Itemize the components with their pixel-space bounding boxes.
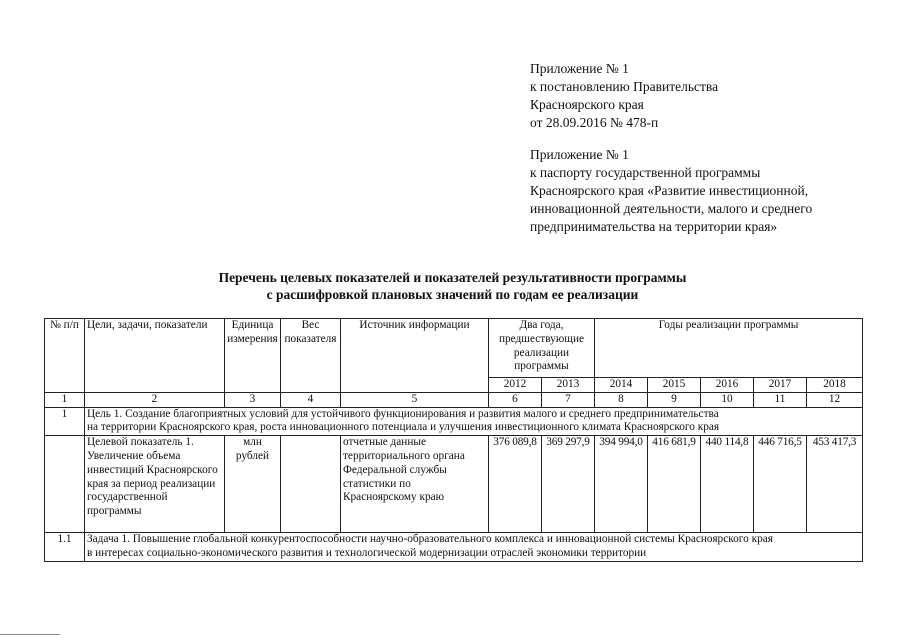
goal-text (85, 407, 863, 436)
column-number: 12 (807, 392, 863, 407)
task-text-line-1: Задача 1. Повышение глобальной конкурентоспособности научно-образовательного комплекса и инновационной системы Красноярского края (87, 533, 773, 546)
header-year: 2018 (807, 378, 863, 393)
header-goals: Цели, задачи, показатели (85, 319, 225, 393)
header-num: № п/п (45, 319, 85, 393)
appendix-2-line: Приложение № 1 (530, 147, 629, 162)
indicator-value: 376 089,8 (489, 436, 542, 533)
goal-num: 1 (45, 407, 85, 436)
indicator-row (45, 436, 863, 533)
task-num: 1.1 (45, 533, 85, 562)
column-number: 1 (45, 392, 85, 407)
task-text-line-2: в интересах социально-экономического развития и технологической модернизации отраслей экономики территории (87, 546, 647, 559)
column-number: 8 (595, 392, 648, 407)
indicator-value: 440 114,8 (701, 436, 754, 533)
appendix-2-line: Красноярского края «Развитие инвестиционной, (530, 183, 809, 198)
header-prev-years: Два года, предшествующие реализации программы (489, 319, 595, 378)
goal-text-line-2: на территории Красноярского края, роста инновационного потенциала и улучшения инвестиционного климата Красноярского края (87, 421, 720, 434)
column-number: 7 (542, 392, 595, 407)
appendix-2-line: инновационной деятельности, малого и среднего (530, 201, 813, 216)
indicator-value: 394 994,0 (595, 436, 648, 533)
appendix-1-line: от 28.09.2016 № 478-п (530, 115, 659, 130)
page-edge-line (0, 634, 60, 635)
appendix-block-government-decree (530, 60, 718, 132)
indicator-source: отчетные данные территориального органа Федеральной службы статистики по Красноярскому краю (341, 436, 489, 533)
task-row (45, 533, 863, 562)
column-number: 4 (281, 392, 341, 407)
column-numbers-row (45, 392, 863, 407)
appendix-block-program-passport (530, 146, 812, 236)
table-header-row (45, 319, 863, 378)
column-number: 11 (754, 392, 807, 407)
column-number: 10 (701, 392, 754, 407)
targets-table (44, 318, 863, 562)
header-source: Источник информации (341, 319, 489, 393)
goal-text-line-1: Цель 1. Создание благоприятных условий для устойчивого функционирования и развития малого и среднего предпринимательства (87, 407, 719, 420)
appendix-1-line: к постановлению Правительства (530, 79, 719, 94)
document-title-line-1: Перечень целевых показателей и показателей результативности программы (218, 270, 687, 285)
indicator-value: 446 716,5 (754, 436, 807, 533)
task-text (85, 533, 863, 562)
indicator-num (45, 436, 85, 533)
column-number: 6 (489, 392, 542, 407)
header-year: 2017 (754, 378, 807, 393)
column-number: 5 (341, 392, 489, 407)
appendix-2-line: предпринимательства на территории края» (530, 219, 778, 234)
indicator-value: 369 297,9 (542, 436, 595, 533)
appendix-2-line: к паспорту государственной программы (530, 165, 761, 180)
indicator-value: 453 417,3 (807, 436, 863, 533)
header-year: 2015 (648, 378, 701, 393)
header-year: 2012 (489, 378, 542, 393)
indicator-value: 416 681,9 (648, 436, 701, 533)
indicator-weight (281, 436, 341, 533)
column-number: 2 (85, 392, 225, 407)
header-year: 2014 (595, 378, 648, 393)
column-number: 9 (648, 392, 701, 407)
goal-row (45, 407, 863, 436)
document-title (0, 269, 905, 303)
header-unit: Единица измерения (225, 319, 281, 393)
header-weight: Вес показателя (281, 319, 341, 393)
column-number: 3 (225, 392, 281, 407)
document-title-line-2: с расшифровкой плановых значений по годам ее реализации (266, 287, 639, 302)
header-program-years: Годы реализации программы (595, 319, 863, 378)
appendix-1-line: Приложение № 1 (530, 61, 629, 76)
header-year: 2013 (542, 378, 595, 393)
appendix-1-line: Красноярского края (530, 97, 644, 112)
header-year: 2016 (701, 378, 754, 393)
indicator-unit: млн рублей (225, 436, 281, 533)
indicator-name: Целевой показатель 1. Увеличение объема инвестиций Красноярского края за период реализации государственной программы (85, 436, 225, 533)
